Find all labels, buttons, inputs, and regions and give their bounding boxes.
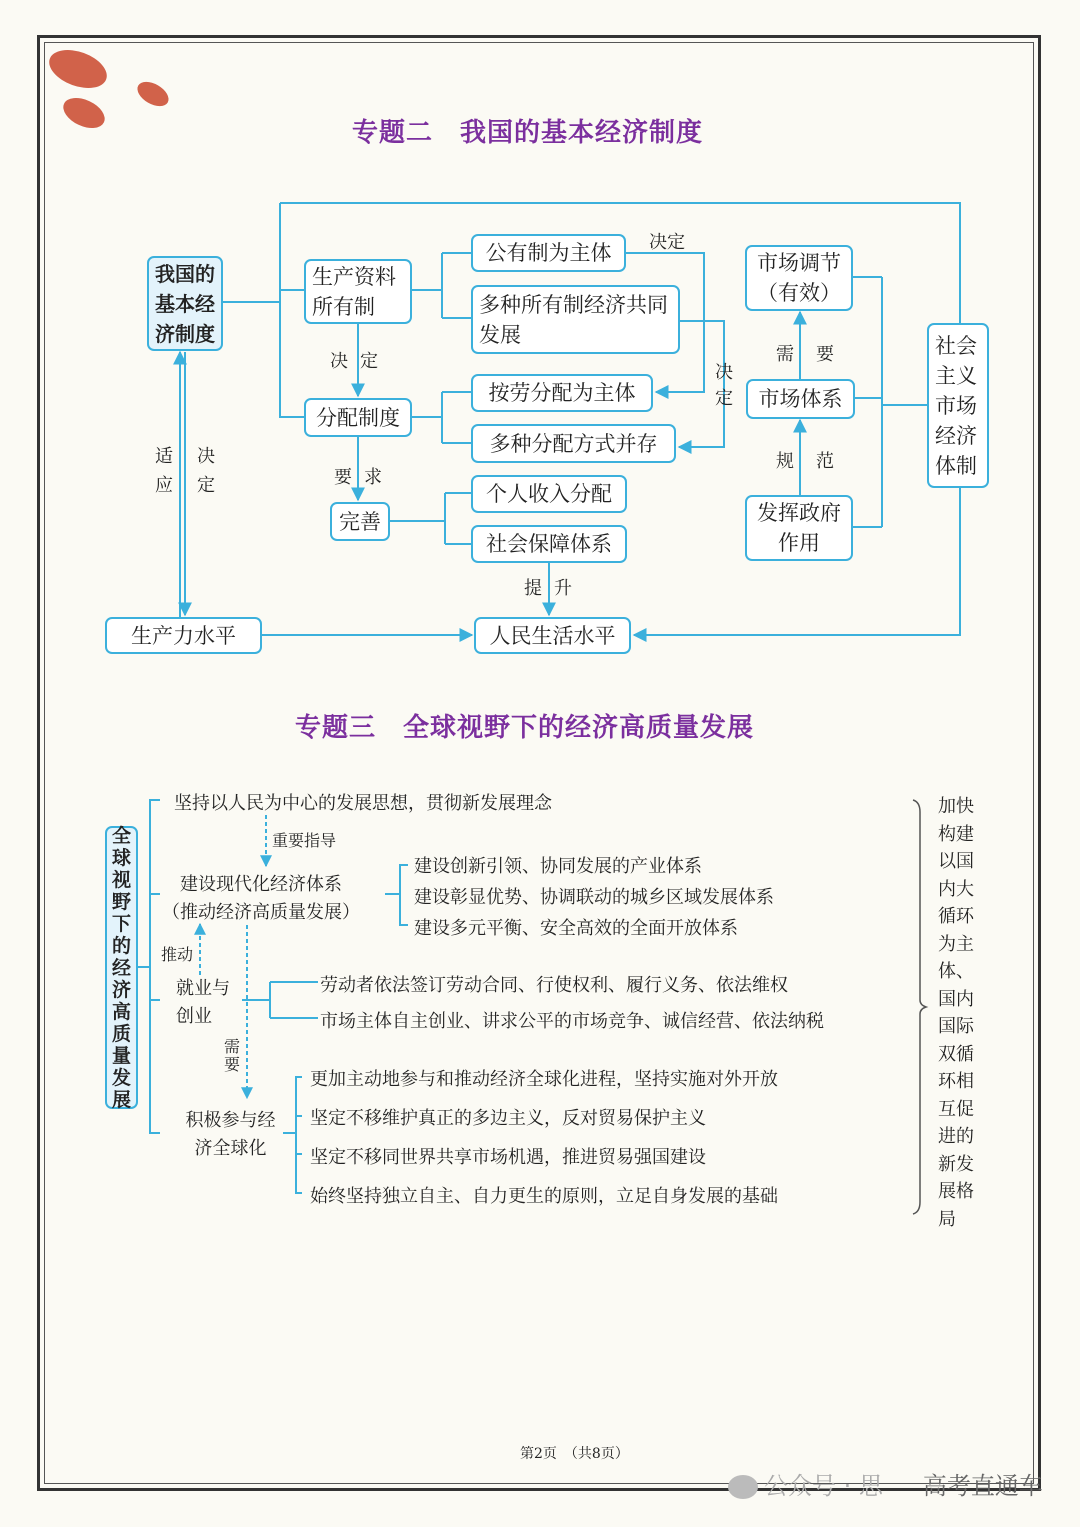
label-decide: 决定 xyxy=(330,351,390,372)
modern-item: 建设彰显优势、协调联动的城乡区域发展体系 xyxy=(414,887,774,908)
node-multi-ownership: 多种所有制经济共同发展 xyxy=(471,285,680,354)
watermark-text-b: 高考直通车 xyxy=(922,1472,1043,1500)
node-productivity-level: 生产力水平 xyxy=(105,617,262,654)
label-adapt: 适应 xyxy=(155,446,173,496)
modern-item: 建设创新引领、协同发展的产业体系 xyxy=(414,856,702,877)
guideline-text: 坚持以人民为中心的发展思想，贯彻新发展理念 xyxy=(174,793,552,814)
node-ownership: 生产资料所有制 xyxy=(304,259,412,324)
modern-item: 建设多元平衡、安全高效的全面开放体系 xyxy=(414,918,738,939)
employment-item: 市场主体自主创业、讲求公平的市场竞争、诚信经营、依法纳税 xyxy=(320,1011,824,1032)
node-market-regulation: 市场调节（有效） xyxy=(745,245,853,311)
label-require: 要求 xyxy=(334,467,394,488)
node-personal-income: 个人收入分配 xyxy=(471,475,627,513)
root-global-high-quality-development: 全球视野下的经济高质量发展 xyxy=(105,826,138,1109)
node-distribution-system: 分配制度 xyxy=(304,398,412,437)
node-public-ownership-main: 公有制为主体 xyxy=(471,234,626,272)
label-raise: 提升 xyxy=(524,578,584,599)
node-living-standard: 人民生活水平 xyxy=(474,617,631,654)
node-multi-distribution: 多种分配方式并存 xyxy=(471,424,676,463)
node-socialist-market-economy: 社会主义市场经济体制 xyxy=(927,323,989,488)
label-decide: 决定 xyxy=(197,446,215,496)
node-basic-economic-system: 我国的基本经济制度 xyxy=(147,256,223,351)
modern-economic-system: 建设现代化经济体系 xyxy=(180,874,342,895)
globalization-item: 坚定不移维护真正的多边主义，反对贸易保护主义 xyxy=(310,1108,706,1129)
label-important-guide: 重要指导 xyxy=(272,831,337,850)
node-improve: 完善 xyxy=(330,502,390,541)
globalization-item: 坚定不移同世界共享市场机遇，推进贸易强国建设 xyxy=(310,1147,706,1168)
node-social-security: 社会保障体系 xyxy=(471,525,627,563)
wechat-icon xyxy=(728,1475,758,1499)
page-number: 第2页 （共8页） xyxy=(520,1446,629,1462)
watermark-text-a: 公众号 · 思 xyxy=(764,1472,883,1500)
node-market-system: 市场体系 xyxy=(746,379,855,419)
watermark xyxy=(728,1466,1043,1501)
label-promote: 推动 xyxy=(161,945,194,964)
label-need: 需要 xyxy=(224,1037,241,1074)
participate-globalization: 积极参与经济全球化 xyxy=(185,1110,276,1159)
node-labor-distribution-main: 按劳分配为主体 xyxy=(471,374,653,412)
topic3-title: 专题三 全球视野下的经济高质量发展 xyxy=(295,713,755,743)
label-regulate: 规范 xyxy=(776,451,856,472)
label-decide: 决定 xyxy=(649,232,685,253)
employment-item: 劳动者依法签订劳动合同、行使权利、履行义务、依法维权 xyxy=(320,975,788,996)
globalization-item: 始终坚持独立自主、自力更生的原则，立足自身发展的基础 xyxy=(310,1186,778,1207)
label-decide: 决定 xyxy=(715,362,733,409)
label-need: 需要 xyxy=(776,344,856,365)
node-government-role: 发挥政府作用 xyxy=(745,495,853,561)
globalization-item: 更加主动地参与和推动经济全球化进程，坚持实施对外开放 xyxy=(310,1069,778,1090)
conclusion-new-development-pattern: 加快构建以国内大循环为主体、国内国际双循环相互促进的新发展格局 xyxy=(938,796,974,1230)
employment-entrepreneurship: 就业与创业 xyxy=(176,978,230,1027)
topic2-title: 专题二 我国的基本经济制度 xyxy=(352,118,704,148)
modern-economic-system-sub: （推动经济高质量发展） xyxy=(162,902,360,923)
